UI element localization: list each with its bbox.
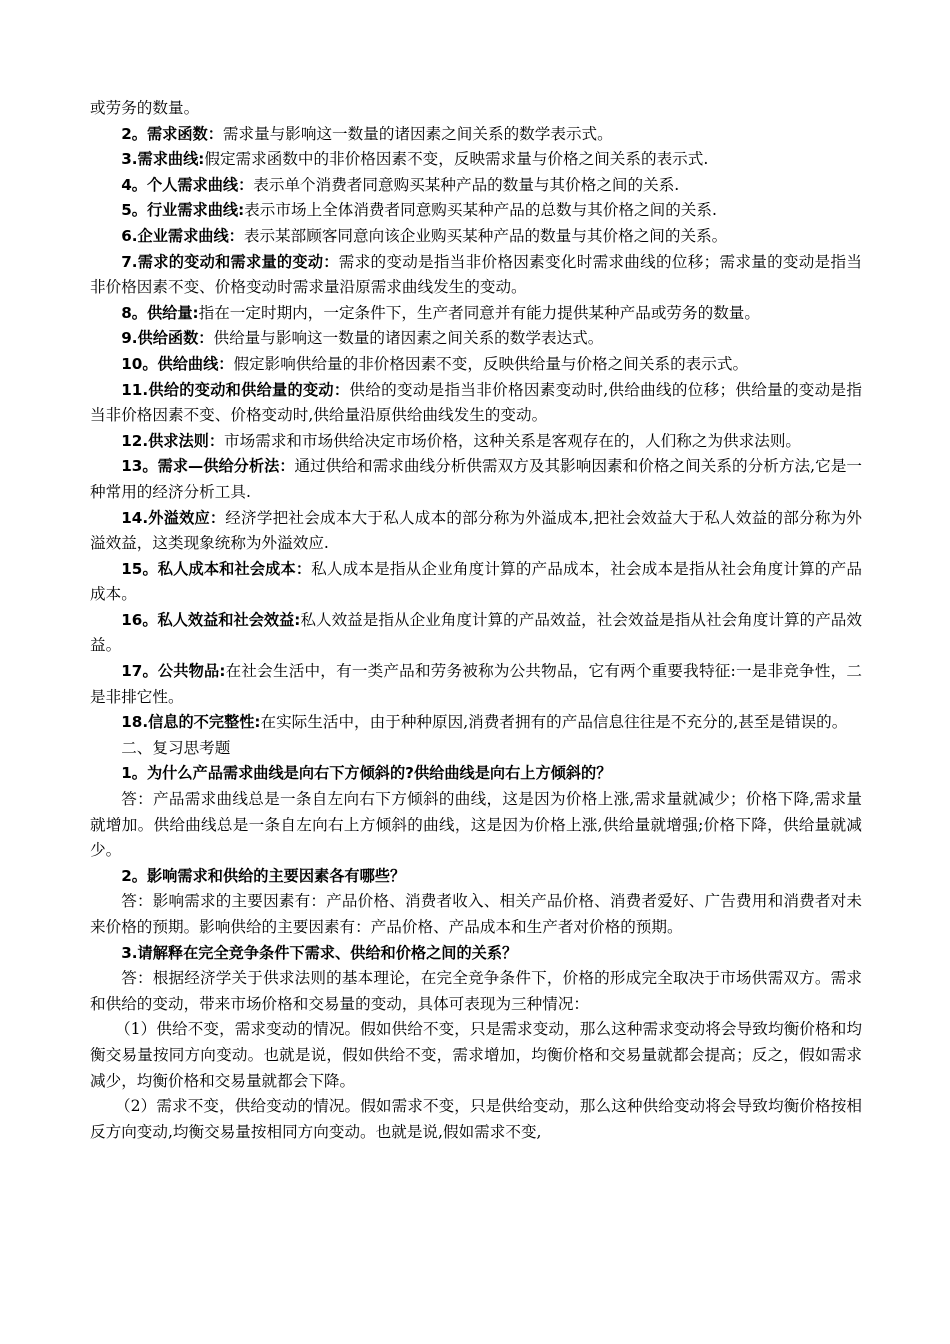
- question-text: 2。影响需求和供给的主要因素各有哪些？: [121, 866, 406, 885]
- definition-15: [90, 557, 862, 608]
- definition-text: 假定需求函数中的非价格因素不变，反映需求量与价格之间关系的表示式.: [204, 150, 709, 169]
- definition-term: 3.需求曲线:: [121, 150, 205, 169]
- question-text: 1。为什么产品需求曲线是向右下方倾斜的?供给曲线是向右上方倾斜的？: [121, 764, 612, 783]
- definition-term: 15。私人成本和社会成本：: [121, 559, 312, 578]
- definition-text: 表示单个消费者同意购买某种产品的数量与其价格之间的关系.: [253, 175, 680, 194]
- answer-2: 答：影响需求的主要因素有：产品价格、消费者收入、相关产品价格、消费者爱好、广告费用和消费者对未来价格的预期。影响供给的主要因素有：产品价格、产品成本和生产者对价格的预期。: [90, 892, 862, 936]
- definition-text: 市场需求和市场供给决定市场价格，这种关系是客观存在的，人们称之为供求法则。: [224, 431, 802, 450]
- document-page: [90, 96, 862, 1145]
- definition-10: [90, 352, 862, 378]
- answer-1: 答：产品需求曲线总是一条自左向右下方倾斜的曲线，这是因为价格上涨,需求量就减少；价格下降,需求量就增加。供给曲线总是一条自左向右上方倾斜的曲线，这是因为价格上涨,供给量就增强;价格下降，供给量就减少。: [90, 790, 862, 860]
- definition-term: 11.供给的变动和供给量的变动：: [121, 380, 350, 399]
- definition-text: 经济学把社会成本大于私人成本的部分称为外溢成本,把社会效益大于私人效益的部分称为外溢效益，这类现象统称为外溢效应.: [90, 508, 863, 553]
- definition-term: 6.企业需求曲线：: [121, 226, 244, 245]
- definition-term: 12.供求法则：: [121, 431, 225, 450]
- definition-term: 10。供给曲线：: [121, 354, 234, 373]
- definition-text: 需求的变动是指当非价格因素变化时需求曲线的位移；需求量的变动是指当非价格因素不变、价格变动时需求量沿原需求曲线发生的变动。: [90, 252, 862, 297]
- answer-3-case-2: （2）需求不变，供给变动的情况。假如需求不变，只是供给变动，那么这种供给变动将会导致均衡价格按相反方向变动,均衡交易量按相同方向变动。也就是说,假如需求不变,: [90, 1097, 862, 1141]
- definition-term: 5。行业需求曲线:: [121, 201, 245, 220]
- section-heading: 二、复习思考题: [121, 738, 231, 757]
- definition-14: [90, 506, 862, 557]
- definition-term: 18.信息的不完整性:: [121, 713, 261, 732]
- definition-2: [90, 122, 862, 148]
- definition-3: [90, 147, 862, 173]
- definition-term: 2。需求函数：: [121, 124, 223, 143]
- definition-text: 通过供给和需求曲线分析供需双方及其影响因素和价格之间关系的分析方法,它是一种常用的经济分析工具.: [90, 457, 862, 501]
- definition-6: [90, 224, 862, 250]
- definition-term: 16。私人效益和社会效益:: [121, 610, 301, 629]
- question-3: [90, 941, 862, 967]
- definition-text: 供给量与影响这一数量的诸因素之间关系的数学表达式。: [213, 329, 604, 348]
- definition-text: 需求量与影响这一数量的诸因素之间关系的数学表示式。: [222, 124, 613, 143]
- definition-16: [90, 608, 862, 659]
- definition-text: 表示某部顾客同意向该企业购买某种产品的数量与其价格之间的关系。: [243, 226, 728, 245]
- definition-term: 4。个人需求曲线：: [121, 175, 254, 194]
- definition-text: 供给的变动是指当非价格因素变动时,供给曲线的位移；供给量的变动是指当非价格因素不变、价格变动时,供给量沿原供给曲线发生的变动。: [90, 380, 862, 425]
- definition-text: 私人效益是指从企业角度计算的产品效益，社会效益是指从社会角度计算的产品效益。: [90, 610, 862, 655]
- definition-term: 13。需求—供给分析法：: [121, 457, 295, 476]
- definition-12: [90, 429, 862, 455]
- definition-18: [90, 710, 862, 736]
- definition-text: 在社会生活中，有一类产品和劳务被称为公共物品，它有两个重要我特征:一是非竞争性，二是非排它性。: [90, 662, 862, 706]
- question-2: [90, 864, 862, 890]
- definition-13: [90, 454, 862, 505]
- definition-8: [90, 301, 862, 327]
- definition-4: [90, 173, 862, 199]
- definition-11: [90, 378, 862, 429]
- definition-term: 17。公共物品:: [121, 662, 226, 681]
- definition-text: 私人成本是指从企业角度计算的产品成本，社会成本是指从社会角度计算的产品成本。: [90, 559, 862, 604]
- definition-text: 表示市场上全体消费者同意购买某种产品的总数与其价格之间的关系.: [244, 201, 717, 220]
- definition-7: [90, 250, 862, 301]
- definition-term: 14.外溢效应：: [121, 508, 226, 527]
- definition-term: 8。供给量:: [121, 303, 199, 322]
- continued-line: 或劳务的数量。: [90, 99, 200, 117]
- answer-3-case-1: （1）供给不变，需求变动的情况。假如供给不变，只是需求变动，那么这种需求变动将会导致均衡价格和均衡交易量按同方向变动。也就是说，假如供给不变，需求增加，均衡价格和交易量就都会提高；反之，假如需求减少，均衡价格和交易量就都会下降。: [90, 1020, 862, 1090]
- definition-term: 9.供给函数：: [121, 329, 214, 348]
- definition-term: 7.需求的变动和需求量的变动：: [121, 252, 339, 271]
- definition-9: [90, 326, 862, 352]
- definition-5: [90, 198, 862, 224]
- definition-17: [90, 659, 862, 710]
- definition-text: 在实际生活中，由于种种原因,消费者拥有的产品信息往往是不充分的,甚至是错误的。: [260, 713, 848, 732]
- question-text: 3.请解释在完全竞争条件下需求、供给和价格之间的关系？: [121, 943, 518, 962]
- question-1: [90, 761, 862, 787]
- definition-text: 假定影响供给量的非价格因素不变，反映供给量与价格之间关系的表示式。: [233, 354, 749, 373]
- definition-text: 指在一定时期内，一定条件下，生产者同意并有能力提供某种产品或劳务的数量。: [198, 303, 760, 322]
- answer-3: 答：根据经济学关于供求法则的基本理论，在完全竞争条件下，价格的形成完全取决于市场供需双方。需求和供给的变动，带来市场价格和交易量的变动，具体可表现为三种情况：: [90, 969, 862, 1013]
